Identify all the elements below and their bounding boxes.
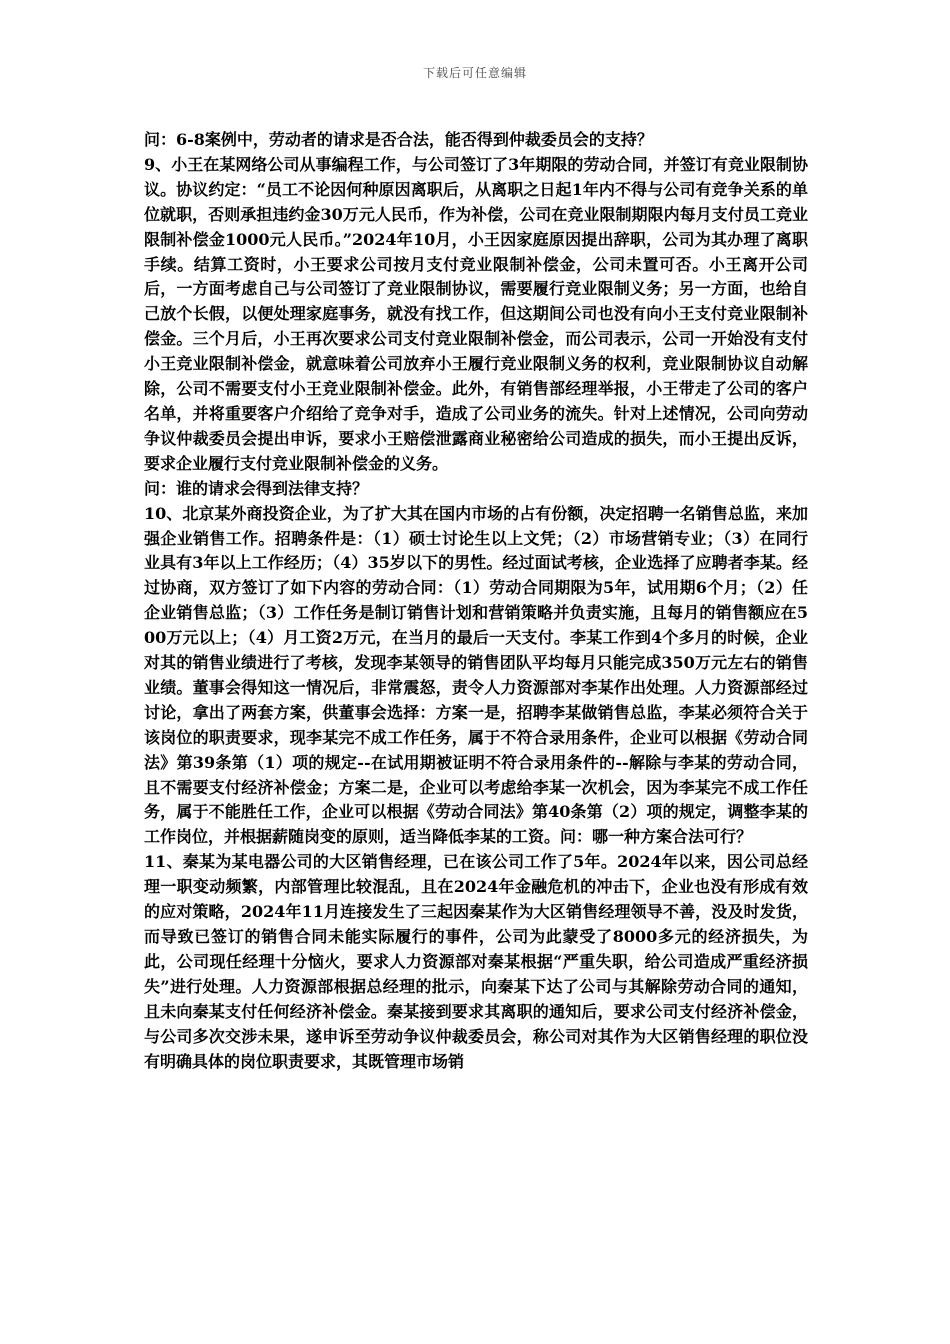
paragraph-case-10: 10、北京某外商投资企业，为了扩大其在国内市场的占有份额，决定招聘一名销售总监，来加强企业销售工作。招聘条件是：（1）硕士讨论生以上文凭；（2）市场营销专业；（3）在同行业具有3年以上工作经历；（4）35岁以下的男性。经过面试考核，企业选择了应聘者李某。经过协商，双方签订了如下内容的劳动合同：（1）劳动合同期限为5年，试用期6个月；（2）任企业销售总监；（3）工作任务是制订销售计划和营销策略并负责实施，且每月的销售额应在500万元以上；（4）月工资2万元，在当月的最后一天支付。李某工作到4个多月的时候，企业对其的销售业绩进行了考核，发现李某领导的销售团队平均每月只能完成350万元左右的销售业绩。董事会得知这一情况后，非常震怒，责令人力资源部对李某作出处理。人力资源部经过讨论，拿出了两套方案，供董事会选择：方案一是，招聘李某做销售总监，李某必须符合关于该岗位的职责要求，现李某完不成工作任务，属于不符合录用条件，企业可以根据《劳动合同法》第39条第（1）项的规定--在试用期被证明不符合录用条件的--解除与李某的劳动合同，且不需要支付经济补偿金；方案二是，企业可以考虑给李某一次机会，因为李某完不成工作任务，属于不能胜任工作，企业可以根据《劳动合同法》第40条第（2）项的规定，调整李某的工作岗位，并根据薪随岗变的原则，适当降低李某的工资。问：哪一种方案合法可行？ — [144, 503, 808, 847]
page-header: 下载后可任意编辑 — [422, 66, 527, 80]
paragraph-case-9: 9、小王在某网络公司从事编程工作，与公司签订了3年期限的劳动合同，并签订有竞业限制协议。协议约定：“员工不论因何种原因离职后，从离职之日起1年内不得与公司有竞争关系的单位就职，否则承担违约金30万元人民币，作为补偿，公司在竞业限制期限内每月支付员工竞业限制补偿金1000元人民币。”2024年10月，小王因家庭原因提出辞职，公司为其办理了离职手续。结算工资时，小王要求公司按月支付竞业限制补偿金，公司未置可否。小王离开公司后，一方面考虑自己与公司签订了竞业限制协议，需要履行竞业限制义务；另一方面，也给自己放个长假，以便处理家庭事务，就没有找工作，但这期间公司也没有向小王支付竞业限制补偿金。三个月后，小王再次要求公司支付竞业限制补偿金，而公司表示，公司一开始没有支付小王竞业限制补偿金，就意味着公司放弃小王履行竞业限制义务的权利，竞业限制协议自动解除，公司不需要支付小王竞业限制补偿金。此外，有销售部经理举报，小王带走了公司的客户名单，并将重要客户介绍给了竞争对手，造成了公司业务的流失。针对上述情况，公司向劳动争议仲裁委员会提出申诉，要求小王赔偿泄露商业秘密给公司造成的损失，而小王提出反诉，要求企业履行支付竞业限制补偿金的义务。 — [144, 154, 808, 473]
paragraph-case-11: 11、秦某为某电器公司的大区销售经理，已在该公司工作了5年。2024年以来，因公司总经理一职变动频繁，内部管理比较混乱，且在2024年金融危机的冲击下，企业也没有形成有效的应对策略，2024年11月连接发生了三起因秦某作为大区销售经理领导不善，没及时发货，而导致已签订的销售合同未能实际履行的事件，公司为此蒙受了8000多元的经济损失，为此，公司现任经理十分恼火，要求人力资源部对秦某根据“严重失职，给公司造成严重经济损失”进行处理。人力资源部根据总经理的批示，向秦某下达了公司与其解除劳动合同的通知，且未向秦某支付任何经济补偿金。秦某接到要求其离职的通知后，要求公司支付经济补偿金，与公司多次交涉未果，遂申诉至劳动争议仲裁委员会，称公司对其作为大区销售经理的职位没有明确具体的岗位职责要求，其既管理市场销 — [144, 852, 808, 1071]
paragraph-question-6-8: 问：6-8案例中，劳动者的请求是否合法，能否得到仲裁委员会的支持？ — [144, 130, 653, 149]
document-body — [144, 128, 808, 1074]
paragraph-question-9: 问：谁的请求会得到法律支持？ — [144, 478, 369, 498]
